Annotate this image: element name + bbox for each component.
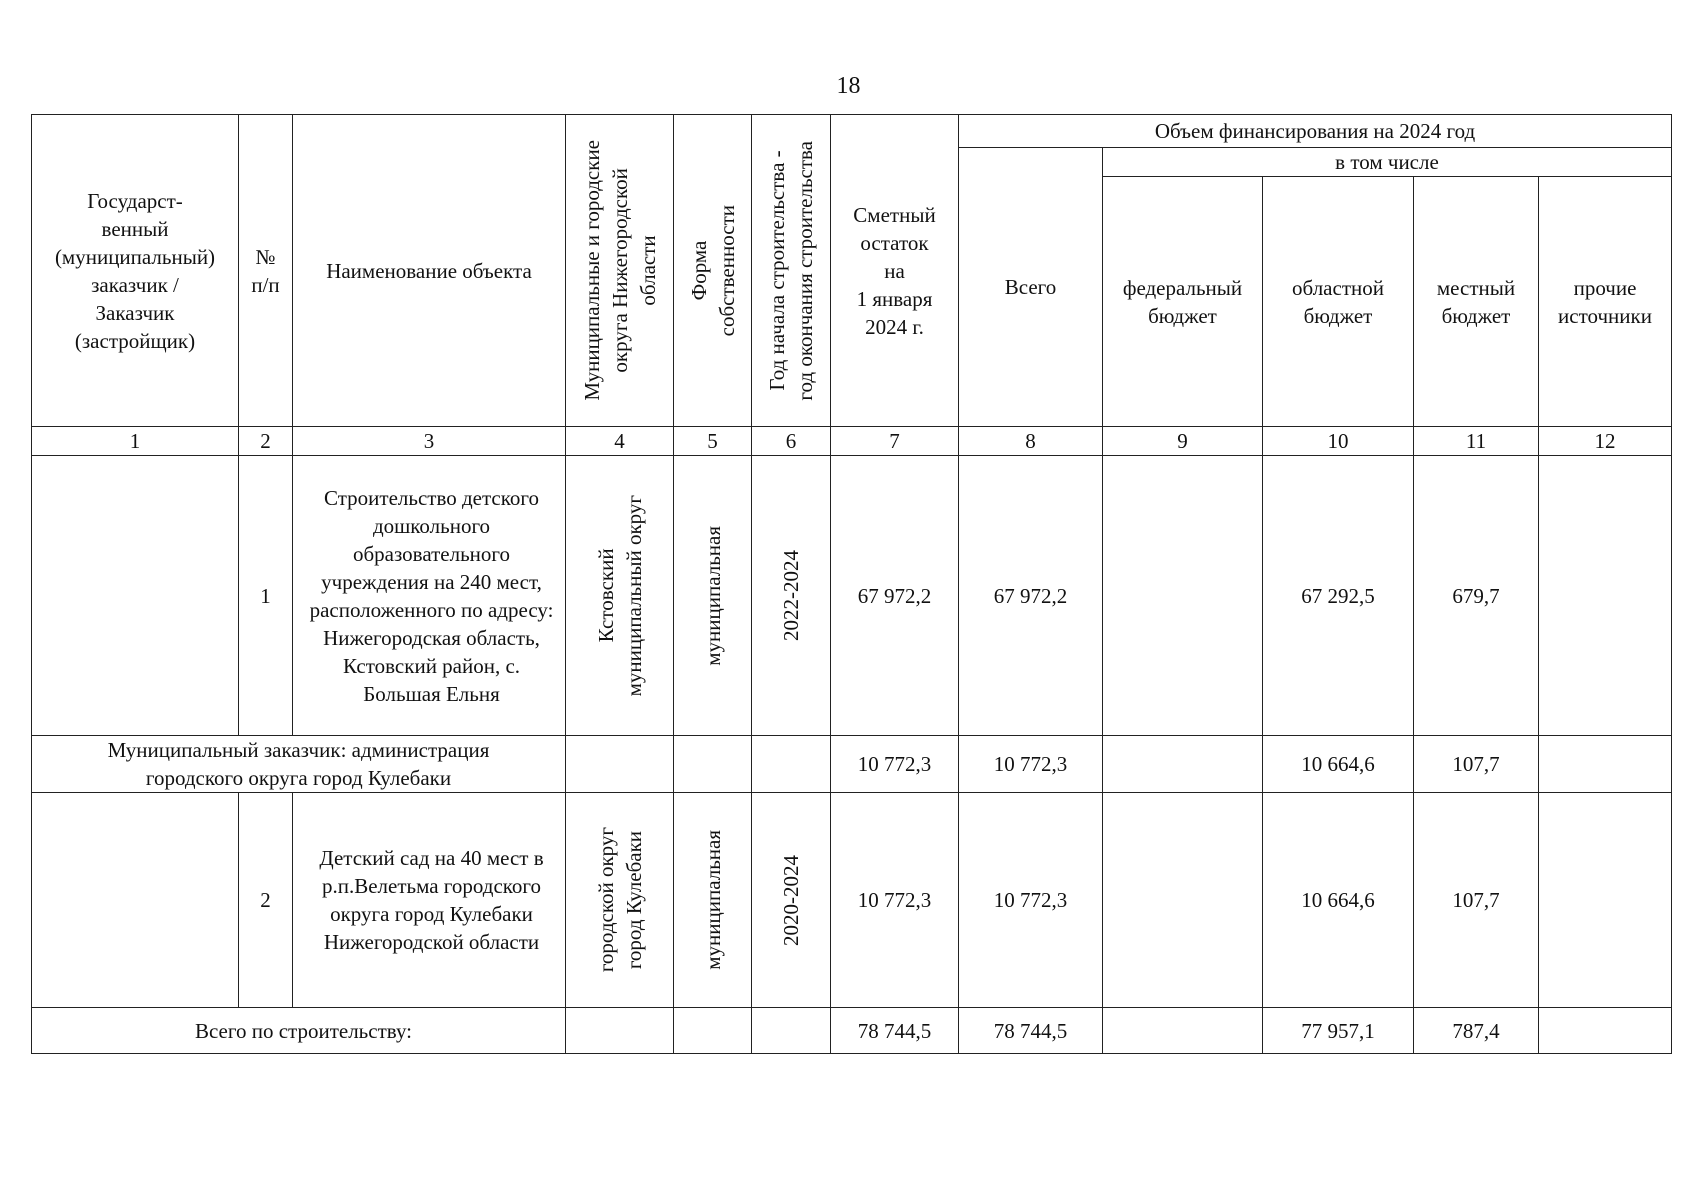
grand-total-estimate: 78 744,5 [831, 1008, 959, 1054]
row2-regional: 10 664,6 [1263, 793, 1414, 1008]
row2-federal [1103, 793, 1263, 1008]
table-row [32, 456, 1672, 736]
subtotal-years [752, 736, 831, 793]
row2-customer [32, 793, 239, 1008]
subtotal-regional: 10 664,6 [1263, 736, 1414, 793]
subtotal-local: 107,7 [1414, 736, 1539, 793]
col-num-12: 12 [1539, 427, 1672, 456]
header-ownership: Форма собственности [674, 115, 752, 427]
subtotal-label: Муниципальный заказчик: администрация городского округа город Кулебаки [32, 736, 566, 793]
header-customer: Государст- венный (муниципальный) заказчик / Заказчик (застройщик) [32, 115, 239, 427]
row2-ownership: муниципальная [674, 793, 752, 1008]
row2-num: 2 [239, 793, 293, 1008]
header-object-name: Наименование объекта [293, 115, 566, 427]
header-including: в том числе [1103, 148, 1672, 177]
row2-municipality: городской округ город Кулебаки [566, 793, 674, 1008]
subtotal-ownership [674, 736, 752, 793]
header-row-1 [32, 115, 1672, 148]
col-num-11: 11 [1414, 427, 1539, 456]
col-num-7: 7 [831, 427, 959, 456]
row1-estimate: 67 972,2 [831, 456, 959, 736]
row2-years: 2020-2024 [752, 793, 831, 1008]
column-number-row [32, 427, 1672, 456]
row1-ownership: муниципальная [674, 456, 752, 736]
col-num-1: 1 [32, 427, 239, 456]
row2-object-name: Детский сад на 40 мест в р.п.Велетьма городского округа город Кулебаки Нижегородской области [293, 793, 566, 1008]
header-regional: областной бюджет [1263, 177, 1414, 427]
row1-customer [32, 456, 239, 736]
subtotal-row [32, 736, 1672, 793]
col-num-5: 5 [674, 427, 752, 456]
col-num-10: 10 [1263, 427, 1414, 456]
header-local: местный бюджет [1414, 177, 1539, 427]
subtotal-federal [1103, 736, 1263, 793]
header-estimate: Сметный остаток на 1 января 2024 г. [831, 115, 959, 427]
financing-table [31, 114, 1672, 1054]
row2-local: 107,7 [1414, 793, 1539, 1008]
grand-total-total: 78 744,5 [959, 1008, 1103, 1054]
grand-total-years [752, 1008, 831, 1054]
subtotal-estimate: 10 772,3 [831, 736, 959, 793]
grand-total-label: Всего по строительству: [32, 1008, 566, 1054]
header-funding: Объем финансирования на 2024 год [959, 115, 1672, 148]
header-num: № п/п [239, 115, 293, 427]
row1-total: 67 972,2 [959, 456, 1103, 736]
row1-federal [1103, 456, 1263, 736]
header-years: Год начала строительства - год окончания строительства [752, 115, 831, 427]
col-num-3: 3 [293, 427, 566, 456]
row1-object-name: Строительство детского дошкольного образовательного учреждения на 240 мест, расположенного по адресу: Нижегородская область, Кстовский район, с. Большая Ельня [293, 456, 566, 736]
header-total: Всего [959, 148, 1103, 427]
row1-other [1539, 456, 1672, 736]
row1-municipality: Кстовский муниципальный округ [566, 456, 674, 736]
page-number: 18 [836, 73, 861, 99]
subtotal-municipality [566, 736, 674, 793]
row1-num: 1 [239, 456, 293, 736]
grand-total-row [32, 1008, 1672, 1054]
header-municipality: Муниципальные и городские округа Нижегородской области [566, 115, 674, 427]
row2-total: 10 772,3 [959, 793, 1103, 1008]
col-num-4: 4 [566, 427, 674, 456]
col-num-6: 6 [752, 427, 831, 456]
grand-total-ownership [674, 1008, 752, 1054]
row2-other [1539, 793, 1672, 1008]
table-row [32, 793, 1672, 1008]
grand-total-federal [1103, 1008, 1263, 1054]
row1-years: 2022-2024 [752, 456, 831, 736]
col-num-2: 2 [239, 427, 293, 456]
grand-total-municipality [566, 1008, 674, 1054]
col-num-8: 8 [959, 427, 1103, 456]
grand-total-regional: 77 957,1 [1263, 1008, 1414, 1054]
col-num-9: 9 [1103, 427, 1263, 456]
grand-total-local: 787,4 [1414, 1008, 1539, 1054]
subtotal-other [1539, 736, 1672, 793]
subtotal-total: 10 772,3 [959, 736, 1103, 793]
row2-estimate: 10 772,3 [831, 793, 959, 1008]
row1-regional: 67 292,5 [1263, 456, 1414, 736]
header-other: прочие источники [1539, 177, 1672, 427]
grand-total-other [1539, 1008, 1672, 1054]
header-federal: федеральный бюджет [1103, 177, 1263, 427]
row1-local: 679,7 [1414, 456, 1539, 736]
